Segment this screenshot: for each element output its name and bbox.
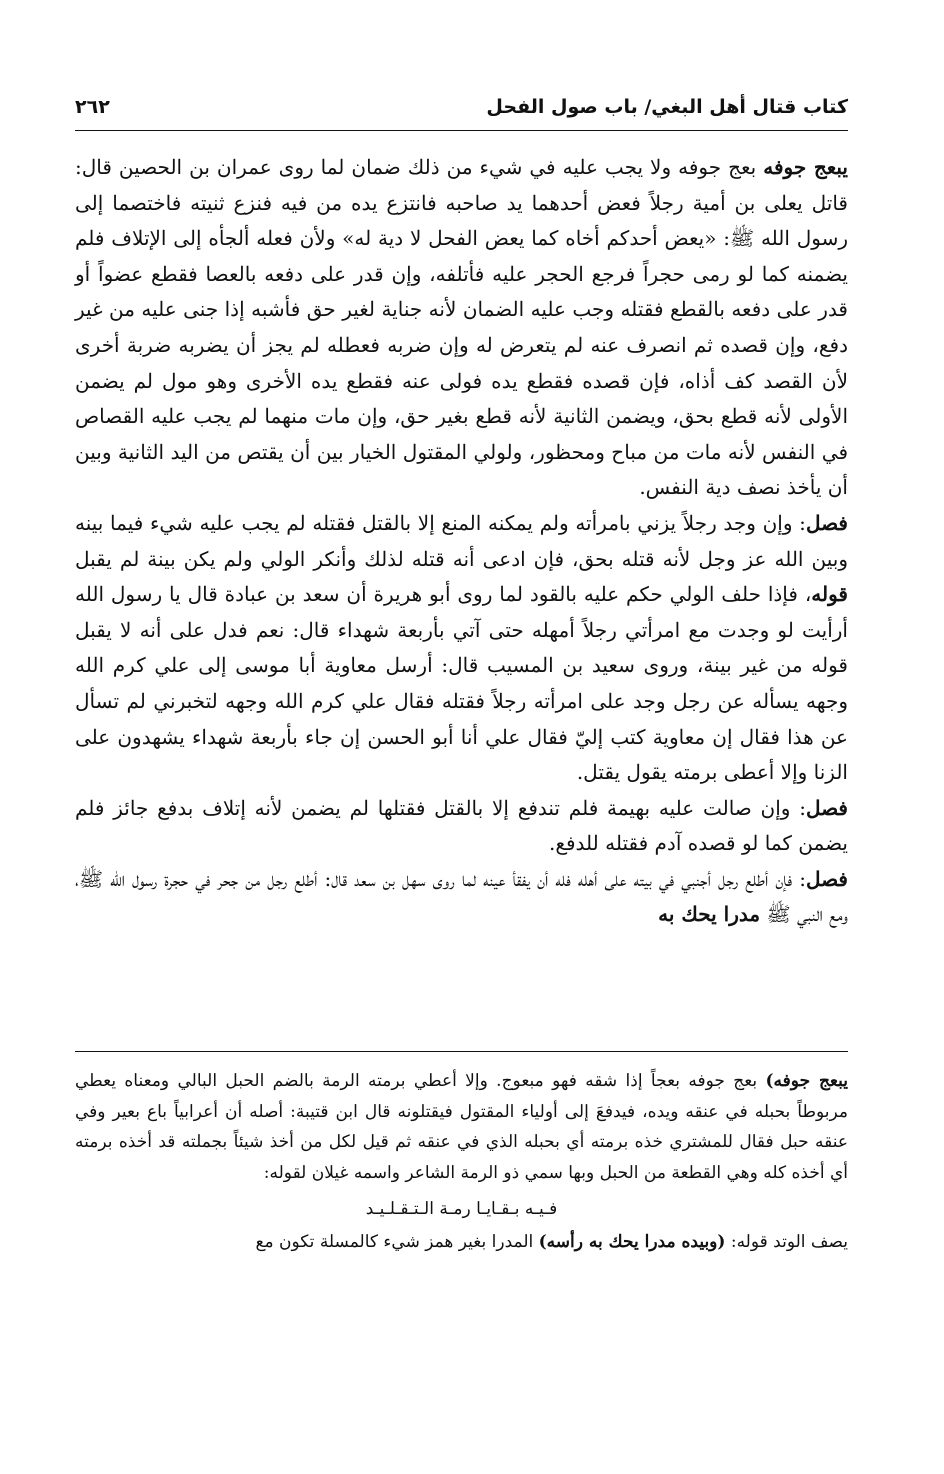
- note-text: بعج جوفه بعجاً إذا شقه فهو مبعوج. وإلا أعطي برمته الرمة بالضم الحبل البالي ومعناه يعطي مربوطاً بحبله في عنقه ويده، فيدفعَ إلى أولياء المقتول فيقتلونه قال ابن قتيبة: أصله أن أعرابياً باع بعير وفي عنقه حبل فقال للمشتري خذه برمته أي بحبله الذي في عنقه ثم قيل لكل من أخذ شيئاً بجملته قد أخذه برمته أي أخذه كله وهي القطعة من الحبل وبها سمي ذو الرمة الشاعر واسمه غيلان لقوله:: [75, 1071, 848, 1183]
- section-heading: فصل: [805, 866, 848, 891]
- section-heading: فصل: [805, 510, 848, 535]
- paragraph-text: بعج جوفه ولا يجب عليه في شيء من ذلك ضمان لما روى عمران بن الحصين قال: قاتل يعلى بن أمية رجلاً فعض أحدهما يد صاحبه فانتزع يده من فيه فنزع ثنيته فاختصما إلى رسول الله ﷺ: «يعض أحدكم أخاه كما يعض الفحل لا دية له» ولأن فعله ألجأه إلى الإتلاف فلم يضمنه كما لو رمى حجراً فرجع الحجر عليه فأتلفه، وإن قدر على دفعه بالعصا فقطع عضواً أو قدر على دفعه بالقطع فقتله وجب عليه الضمان لأنه جناية لغير حق فأشبه إذا جنى عليه من غير دفع، وإن قصده ثم انصرف عنه لم يتعرض له وإن ضربه فعطله لم يجز أن يضربه ضربة أخرى لأن القصد كف أذاه، فإن قصده فقطع يده فولى عنه فقطع يده الأخرى وهو مول لم يضمن الأولى لأنه قطع بحق، ويضمن الثانية لأنه قطع بغير حق، وإن مات منهما لم يجب عليه القصاص في النفس لأنه مات من مباح ومحظور، ولولي المقتول الخيار بين أن يقتص من اليد الثانية وبين أن يأخذ نصف دية النفس.: [75, 155, 848, 500]
- note-text: المدرا بغير همز شيء كالمسلة تكون مع: [255, 1231, 539, 1252]
- note-lemma: (وبيده مدرا يحك به رأسه): [538, 1231, 726, 1252]
- chapter-title: كتاب قتال أهل البغي/ باب صول الفحل: [486, 96, 848, 118]
- paragraph-text: : وإن وجد رجلاً يزني بامرأته ولم يمكنه المنع إلا بالقتل فقتله لم يجب عليه شيء فيما بينه وبين الله عز وجل لأنه قتله بحق، فإن ادعى أنه قتله لذلك وأنكر الولي ولم يكن بينة لم يقبل: [75, 510, 848, 571]
- section-heading: فصل: [805, 795, 848, 820]
- footnotes: [75, 1066, 848, 1257]
- paragraph-2: [75, 506, 848, 791]
- lemma-bold: قوله: [811, 582, 848, 607]
- lemma-bold: مدرا يحك به: [658, 902, 761, 927]
- header-divider: [75, 130, 848, 131]
- running-header: [75, 96, 848, 126]
- paragraph-4: [75, 862, 848, 933]
- lemma-bold: يبعج جوفه: [763, 155, 848, 179]
- paragraph-text: : فإن أطلع رجل أجنبي في بيته على أهله فله أن يفقأ عينه لما روى سهل بن سعد قال: أطلع رجل من جحر في حجرة رسول الله ﷺ، ومع النبي ﷺ: [75, 866, 848, 927]
- poem-verse: فـيـه بـقـايـا رمـة الـتـقـلـيـد: [365, 1199, 558, 1219]
- main-text: [75, 150, 848, 933]
- footnote-1: [75, 1066, 848, 1188]
- paragraph-text: ، فإذا حلف الولي حكم عليه بالقود لما روى أبو هريرة أن سعد بن عبادة قال يا رسول الله أرأيت لو وجدت مع امرأتي رجلاً أمهله حتى آتي بأربعة شهداء قال: نعم فدل على أنه لا يقبل قوله من غير بينة، وروى سعيد بن المسيب قال: أرسل معاوية أبا موسى إلى علي كرم الله وجهه يسأله عن رجل وجد على امرأته رجلاً فقتله فقال علي كرم الله وجهه لتخبرني لم تسأل عن هذا فقال إن معاوية كتب إليّ فقال علي أنا أبو الحسن إن جاء بأربعة شهداء يشهدون على الزنا وإلا أعطى برمته يقول يقتل.: [75, 582, 848, 785]
- note-lemma: يبعج جوفه): [765, 1071, 848, 1091]
- paragraph-1: [75, 150, 848, 506]
- note-text: يصف الوتد قوله:: [725, 1231, 848, 1252]
- footnote-2: [75, 1227, 848, 1258]
- page-number: ٢٦٢: [75, 96, 110, 118]
- paragraph-text: : وإن صالت عليه بهيمة فلم تندفع إلا بالقتل فقتلها لم يضمن لأنه إتلاف بدفع جائز فلم يضمن كما لو قصده آدم فقتله للدفع.: [75, 795, 848, 856]
- paragraph-3: [75, 791, 848, 862]
- footnote-divider: [75, 1051, 848, 1052]
